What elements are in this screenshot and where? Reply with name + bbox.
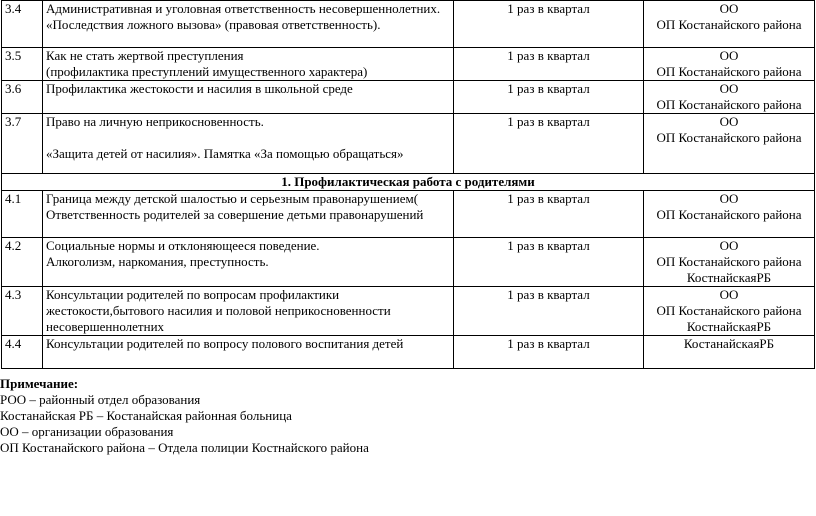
row-number: 4.2 <box>2 238 43 287</box>
row-task: Граница между детской шалостью и серьезным правонарушением( Ответственность родителей за совершение детьми правонарушений <box>43 191 454 238</box>
row-task: Консультации родителей по вопросу полового воспитания детей <box>43 336 454 369</box>
row-period: 1 раз в квартал <box>454 48 644 81</box>
row-task: Консультации родителей по вопросам профилактики жестокости,бытового насилия и половой неприкосновенности несовершеннолетних <box>43 287 454 336</box>
row-number: 3.6 <box>2 81 43 114</box>
row-responsible: ОО ОП Костанайского района <box>644 1 815 48</box>
row-task: Как не стать жертвой преступления (профилактика преступлений имущественного характера) <box>43 48 454 81</box>
row-responsible: ОО ОП Костанайского района <box>644 81 815 114</box>
row-number: 3.5 <box>2 48 43 81</box>
table-row <box>2 336 815 369</box>
row-task: Профилактика жестокости и насилия в школьной среде <box>43 81 454 114</box>
row-period: 1 раз в квартал <box>454 191 644 238</box>
table-row <box>2 81 815 114</box>
row-number: 3.4 <box>2 1 43 48</box>
row-period: 1 раз в квартал <box>454 287 644 336</box>
row-responsible: ОО ОП Костанайского района <box>644 191 815 238</box>
row-responsible: ОО ОП Костанайского района <box>644 48 815 81</box>
row-task: Право на личную неприкосновенность. «Защита детей от насилия». Памятка «За помощью обращаться» <box>43 114 454 174</box>
row-period: 1 раз в квартал <box>454 114 644 174</box>
table-row <box>2 191 815 238</box>
table-row <box>2 238 815 287</box>
note-line: ОП Костанайского района – Отдела полиции Костнайского района <box>0 440 369 455</box>
row-responsible: ОО ОП Костанайского района КостнайскаяРБ <box>644 287 815 336</box>
section-header: 1. Профилактическая работа с родителями <box>2 174 815 191</box>
note-title: Примечание: <box>0 376 79 391</box>
note-line: ОО – организации образования <box>0 424 174 439</box>
note-block <box>0 376 810 456</box>
row-period: 1 раз в квартал <box>454 81 644 114</box>
note-line: Костанайская РБ – Костанайская районная больница <box>0 408 292 423</box>
row-period: 1 раз в квартал <box>454 238 644 287</box>
row-task: Социальные нормы и отклоняющееся поведение. Алкоголизм, наркомания, преступность. <box>43 238 454 287</box>
row-period: 1 раз в квартал <box>454 1 644 48</box>
row-number: 4.4 <box>2 336 43 369</box>
row-responsible: ОО ОП Костанайского района <box>644 114 815 174</box>
note-line: РОО – районный отдел образования <box>0 392 201 407</box>
activity-table <box>1 0 815 369</box>
table-row <box>2 1 815 48</box>
section-header-row <box>2 174 815 191</box>
row-period: 1 раз в квартал <box>454 336 644 369</box>
row-number: 4.1 <box>2 191 43 238</box>
row-task: Административная и уголовная ответственность несовершеннолетних. «Последствия ложного вызова» (правовая ответственность). <box>43 1 454 48</box>
table-row <box>2 48 815 81</box>
row-number: 3.7 <box>2 114 43 174</box>
row-responsible: КостанайскаяРБ <box>644 336 815 369</box>
row-number: 4.3 <box>2 287 43 336</box>
table-row <box>2 114 815 174</box>
table-row <box>2 287 815 336</box>
row-responsible: ОО ОП Костанайского района КостнайскаяРБ <box>644 238 815 287</box>
